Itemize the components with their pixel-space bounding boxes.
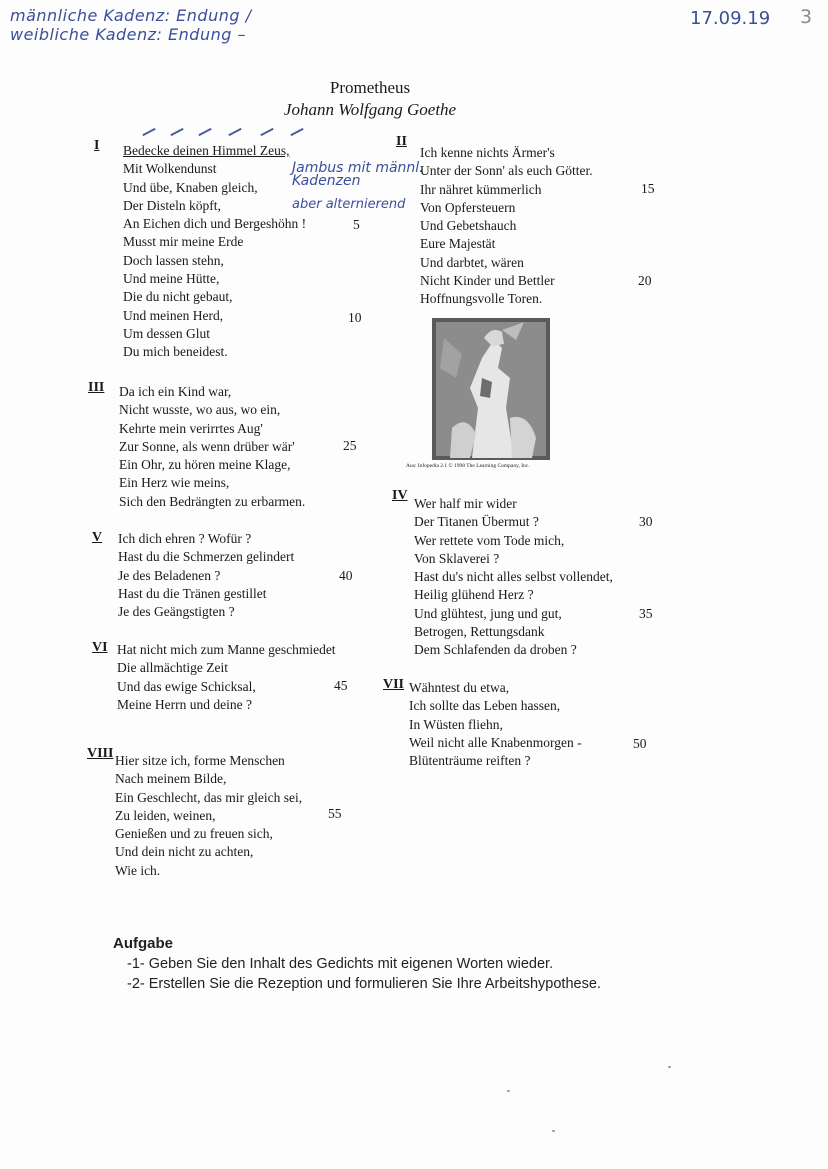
handwritten-page-number: 3 <box>800 6 813 28</box>
line-number-50: 50 <box>633 736 647 751</box>
stanza-2 <box>420 144 593 309</box>
line-number-25: 25 <box>343 438 357 453</box>
poem-line: Hast du die Schmerzen gelindert <box>118 549 295 565</box>
line-number-45: 45 <box>334 678 348 693</box>
poem-line: Nach meinem Bilde, <box>115 771 227 787</box>
task-item-2: -2- Erstellen Sie die Rezeption und formulieren Sie Ihre Arbeitshypothese. <box>127 976 601 992</box>
poem-line: Hoffnungsvolle Toren. <box>420 291 543 307</box>
poem-line: Und glühtest, jung und gut, <box>414 605 562 621</box>
poem-line: Eure Majestät <box>420 236 496 252</box>
poem-line: Nicht wusste, wo aus, wo ein, <box>119 402 281 418</box>
poem-line: Ein Ohr, zu hören meine Klage, <box>119 457 291 473</box>
scan-speck <box>507 1090 510 1092</box>
stanza-7 <box>409 679 582 770</box>
poem-line: Hier sitze ich, forme Menschen <box>115 753 285 768</box>
stanza-number-4: IV <box>392 488 408 503</box>
poem-line: Zu leiden, weinen, <box>115 807 216 823</box>
stanza-6 <box>117 641 336 714</box>
stanza-number-3: III <box>88 380 105 395</box>
poem-line: Und meinen Herd, <box>123 307 224 323</box>
poem-line: Du mich beneidest. <box>123 344 228 360</box>
stress-mark <box>260 128 273 136</box>
prometheus-illustration <box>432 318 550 460</box>
poem-line: Der Titanen Übermut ? <box>414 514 539 530</box>
poem-line: Dem Schlafenden da droben ? <box>414 642 577 658</box>
handwritten-margin-note-alternating: aber alternierend <box>292 197 406 212</box>
stanza-5 <box>118 530 294 621</box>
poem-line: Um dessen Glut <box>123 325 210 341</box>
poem-line: Betrogen, Rettungsdank <box>414 624 545 640</box>
line-number-10: 10 <box>348 310 362 325</box>
poem-line: Musst mir meine Erde <box>123 234 244 250</box>
line-number-35: 35 <box>639 606 653 621</box>
line-number-15: 15 <box>641 181 655 196</box>
poem-line: Wer half mir wider <box>414 496 517 511</box>
handwritten-date: 17.09.19 <box>690 8 771 29</box>
stanza-number-8: VIII <box>87 746 114 761</box>
poem-author: Johann Wolfgang Goethe <box>283 100 457 119</box>
poem-line: Zur Sonne, als wenn drüber wär' <box>119 438 295 454</box>
poem-line: Je des Beladenen ? <box>118 567 221 583</box>
poem-line: Ich kenne nichts Ärmer's <box>420 145 555 160</box>
poem-line: Ein Geschlecht, das mir gleich sei, <box>115 789 303 805</box>
poem-line: Wähntest du etwa, <box>409 680 510 695</box>
poem-line: Und Gebetshauch <box>420 218 517 234</box>
stress-mark <box>142 128 155 136</box>
line-number-5: 5 <box>353 217 360 232</box>
poem-line: Bedecke deinen Himmel Zeus, <box>123 143 290 158</box>
poem-line: Die du nicht gebaut, <box>123 289 233 305</box>
scan-speck <box>668 1066 671 1068</box>
stress-mark <box>198 128 211 136</box>
poem-title: Prometheus <box>329 78 411 97</box>
poem-line: Und meine Hütte, <box>123 271 220 287</box>
poem-line: Ein Herz wie meins, <box>119 475 230 491</box>
poem-line: In Wüsten fliehn, <box>409 716 503 732</box>
poem-line: Da ich ein Kind war, <box>119 384 232 399</box>
poem-line: Und dein nicht zu achten, <box>115 844 254 860</box>
poem-line: Wer rettete vom Tode mich, <box>414 532 565 548</box>
stanza-number-7: VII <box>383 677 405 692</box>
poem-line: Und das ewige Schicksal, <box>117 678 256 694</box>
handwritten-note-feminine-cadence: weibliche Kadenz: Endung – <box>10 25 246 44</box>
poem-line: Von Sklaverei ? <box>414 550 500 566</box>
poem-line: Genießen und zu freuen sich, <box>115 826 273 842</box>
poem-line: Blütenträume reiften ? <box>409 753 531 769</box>
poem-line: Hast du die Tränen gestillet <box>118 585 267 601</box>
line-number-20: 20 <box>638 273 652 288</box>
stanza-3 <box>119 383 305 511</box>
line-number-40: 40 <box>339 568 353 583</box>
poem-line: Der Disteln köpft, <box>123 197 221 213</box>
stanza-4 <box>414 495 613 660</box>
image-caption: Aus: Infopedia 2.1 © 1998 The Learning Company, Inc. <box>406 463 530 469</box>
poem-line: Hast du's nicht alles selbst vollendet, <box>414 569 613 585</box>
stanza-number-5: V <box>92 530 103 545</box>
poem-line: Und übe, Knaben gleich, <box>123 179 258 195</box>
stress-mark <box>228 128 241 136</box>
poem-line: Unter der Sonn' als euch Götter. <box>420 163 593 179</box>
stanza-number-6: VI <box>92 640 108 655</box>
poem-line: Und darbtet, wären <box>420 254 524 270</box>
line-number-55: 55 <box>328 806 342 821</box>
poem-line: Die allmächtige Zeit <box>117 660 228 676</box>
poem-line: Heilig glühend Herz ? <box>414 587 534 603</box>
poem-line: Nicht Kinder und Bettler <box>420 273 555 289</box>
poem-line: Wie ich. <box>115 862 161 878</box>
poem-line: Ich sollte das Leben hassen, <box>409 698 561 714</box>
stanza-number-2: II <box>396 134 407 149</box>
poem-line: An Eichen dich und Bergeshöhn ! <box>123 216 307 232</box>
task-heading: Aufgabe <box>113 935 173 952</box>
stanza-8 <box>115 752 302 880</box>
task-item-1: -1- Geben Sie den Inhalt des Gedichts mit eigenen Worten wieder. <box>127 956 554 972</box>
handwritten-margin-note-meter: Jambus mit männl. Kadenzen <box>292 160 424 189</box>
line-number-30: 30 <box>639 514 653 529</box>
poem-line: Je des Geängstigten ? <box>118 604 235 620</box>
poem-line: Sich den Bedrängten zu erbarmen. <box>119 493 306 509</box>
poem-line: Hat nicht mich zum Manne geschmiedet <box>117 642 336 657</box>
scan-speck <box>552 1130 555 1132</box>
stress-mark <box>170 128 183 136</box>
stanza-1 <box>123 142 306 362</box>
poem-line: Von Opfersteuern <box>420 199 516 215</box>
handwritten-note-masculine-cadence: männliche Kadenz: Endung / <box>10 6 252 25</box>
stress-mark <box>290 128 303 136</box>
poem-line: Kehrte mein verirrtes Aug' <box>119 420 263 436</box>
poem-line: Ich dich ehren ? Wofür ? <box>118 531 252 546</box>
poem-line: Mit Wolkendunst <box>123 161 217 177</box>
poem-line: Weil nicht alle Knabenmorgen - <box>409 734 582 750</box>
poem-line: Meine Herrn und deine ? <box>117 696 252 712</box>
poem-line: Ihr nähret kümmerlich <box>420 181 542 197</box>
task-section <box>113 935 601 994</box>
poem-line: Doch lassen stehn, <box>123 252 224 268</box>
stanza-number-1: I <box>94 138 100 153</box>
